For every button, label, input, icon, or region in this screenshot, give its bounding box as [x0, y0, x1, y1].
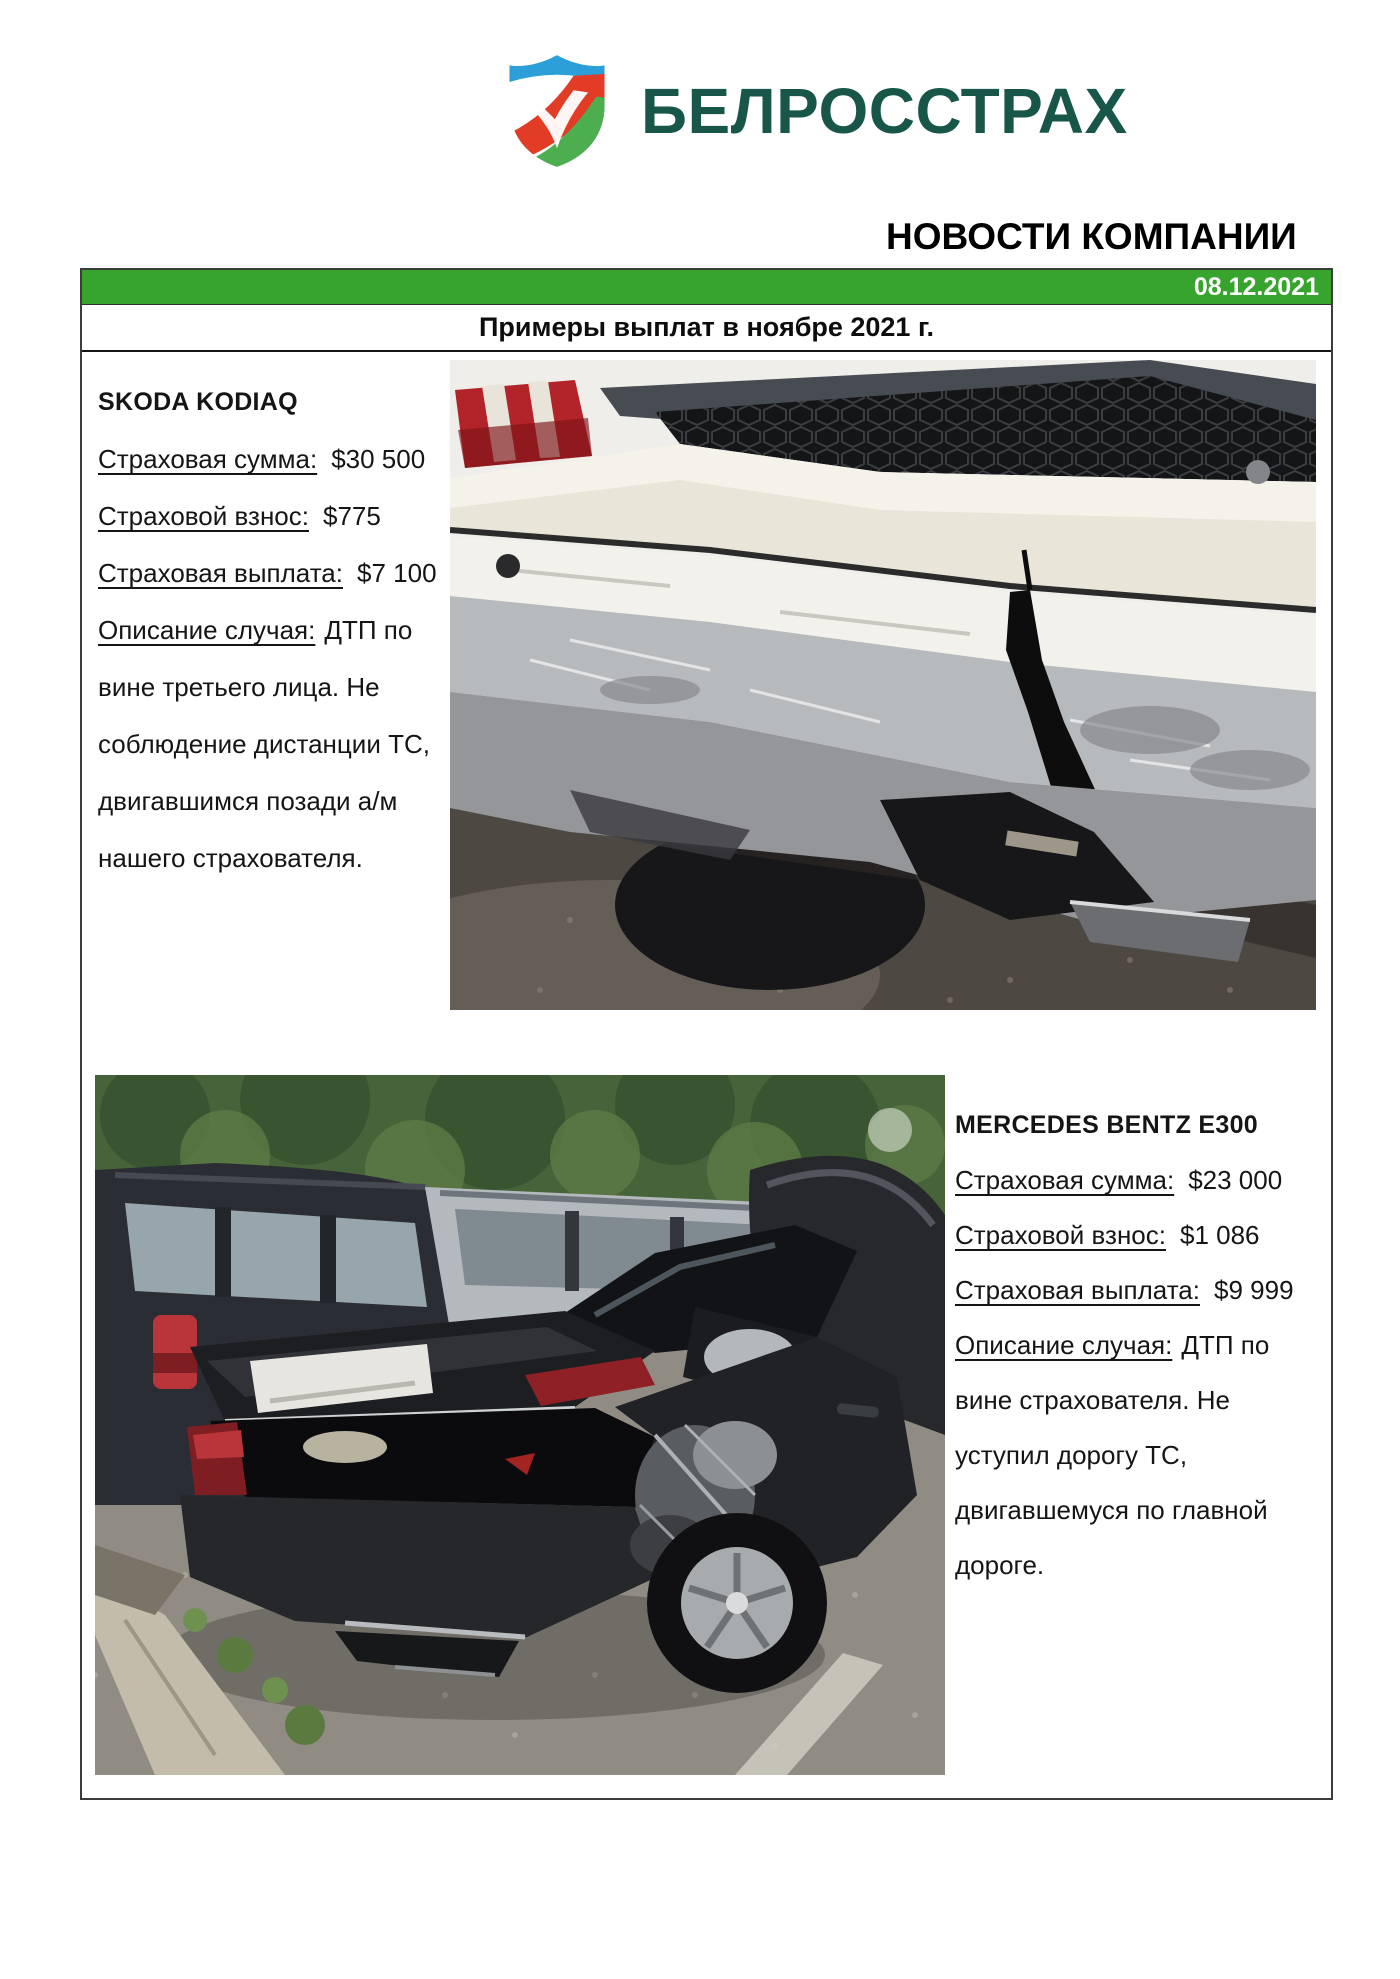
insured-sum-label: Страховая сумма: [98, 444, 318, 474]
premium-value: $775 [322, 501, 381, 531]
payout-value: $7 100 [357, 558, 437, 588]
mercedes-premium-row [955, 1208, 1335, 1263]
mercedes-model-title: MERCEDES BENTZ E300 [955, 1111, 1258, 1139]
description-label: Описание случая: [955, 1330, 1173, 1360]
payout-label: Страховая выплата: [955, 1275, 1200, 1305]
date-text: 08.12.2021 [1193, 272, 1319, 301]
brand-shield-icon [505, 53, 609, 169]
brand-name: БЕЛРОССТРАХ [641, 75, 1128, 147]
payout-value: $9 999 [1214, 1275, 1294, 1305]
mercedes-description-line: вине страхователя. Не [955, 1385, 1230, 1415]
skoda-description-row: Описание случая: ДТП по [98, 615, 413, 645]
mercedes-description-line: дороге. [955, 1550, 1045, 1580]
case-mercedes [955, 1098, 1335, 1593]
payout-label: Страховая выплата: [98, 558, 343, 588]
premium-label: Страховой взнос: [98, 501, 309, 531]
premium-label: Страховой взнос: [955, 1220, 1166, 1250]
section-heading: НОВОСТИ КОМПАНИИ [886, 216, 1297, 257]
mercedes-damage-photo [95, 1075, 945, 1775]
skoda-insured-sum-row [98, 431, 468, 488]
skoda-description-line: нашего страхователя. [98, 843, 363, 873]
skoda-description-line: вине третьего лица. Не [98, 672, 380, 702]
insured-sum-label: Страховая сумма: [955, 1165, 1175, 1195]
mercedes-insured-sum-row [955, 1153, 1335, 1208]
mercedes-description-line: двигавшемуся по главной [955, 1495, 1268, 1525]
skoda-payout-row [98, 545, 468, 602]
insured-sum-value: $30 500 [331, 444, 426, 474]
date-bar [82, 270, 1331, 305]
mercedes-description-line: уступил дорогу ТС, [955, 1440, 1188, 1470]
brand-logo [505, 52, 1128, 170]
premium-value: $1 086 [1179, 1220, 1260, 1250]
mercedes-description-row: Описание случая: ДТП по [955, 1330, 1270, 1360]
parking-sensor [1246, 460, 1270, 484]
skoda-taillight [455, 380, 592, 468]
mercedes-payout-row [955, 1263, 1335, 1318]
description-label: Описание случая: [98, 615, 316, 645]
case-skoda [98, 374, 468, 887]
skoda-damage-photo [450, 360, 1316, 1010]
newsletter-title: Примеры выплат в ноябре 2021 г. [82, 305, 1331, 352]
skoda-description-line: двигавшимся позади а/м [98, 786, 398, 816]
skoda-premium-row [98, 488, 468, 545]
skoda-model-title: SKODA KODIAQ [98, 388, 298, 416]
skoda-description-line: соблюдение дистанции ТС, [98, 729, 430, 759]
insured-sum-value: $23 000 [1188, 1165, 1283, 1195]
parking-sensor [496, 554, 520, 578]
rear-wheel [647, 1513, 827, 1693]
